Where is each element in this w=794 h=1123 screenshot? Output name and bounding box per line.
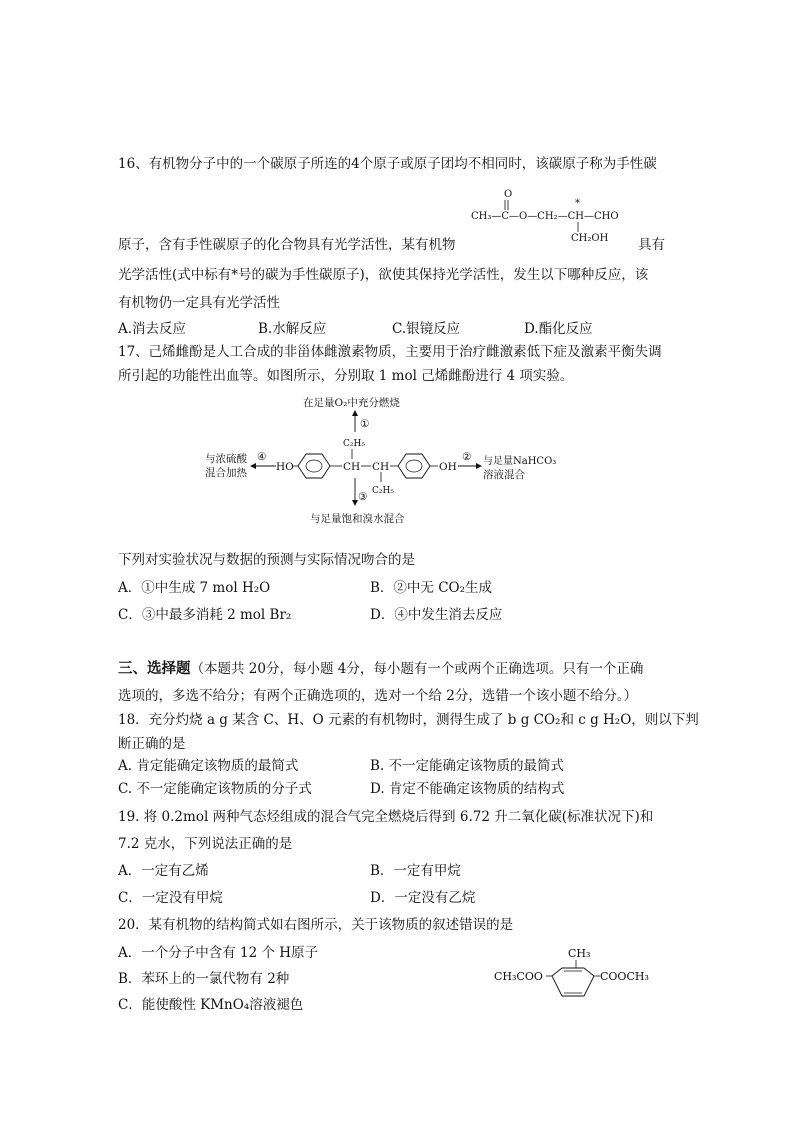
q17-oh-right: OH bbox=[439, 461, 457, 473]
q19-option-b: B．一定有甲烷 bbox=[370, 863, 461, 879]
q20-option-c: C．能使酸性 KMnO₄溶液褪色 bbox=[118, 997, 304, 1013]
section3-line-1 bbox=[118, 660, 643, 678]
section3-desc-1: （本题共 20分，每小题 4分，每小题有一个或两个正确选项。只有一个正确 bbox=[190, 661, 644, 677]
q16-option-d: D.酯化反应 bbox=[524, 321, 593, 337]
q19-option-a: A．一定有乙烯 bbox=[118, 863, 209, 879]
q18-option-d: D. 肯定不能确定该物质的结构式 bbox=[370, 781, 565, 797]
q17-arrow-1-head bbox=[352, 410, 358, 416]
q17-benzene-ring-right bbox=[398, 454, 430, 478]
q17-option-c: C．③中最多消耗 2 mol Br₂ bbox=[118, 607, 292, 623]
q16-structure bbox=[467, 186, 637, 242]
q17-option-b: B．②中无 CO₂生成 bbox=[370, 580, 493, 596]
q16-option-a: A.消去反应 bbox=[118, 321, 187, 337]
q17-line-2: 所引起的功能性出血等。如图所示，分别取 1 mol 己烯雌酚进行 4 项实验。 bbox=[118, 368, 574, 384]
q16-line-3: 光学活性(式中标有*号的碳为手性碳原子)，欲使其保持光学活性，发生以下哪种反应，该 bbox=[118, 267, 649, 283]
q16-structure-star: * bbox=[575, 198, 580, 209]
q20-left-group: CH₃COO bbox=[494, 970, 543, 983]
q16-line-4: 有机物仍一定具有光学活性 bbox=[118, 295, 280, 311]
q17-diagram bbox=[200, 392, 580, 532]
q17-c2h5-bottom: C₂H₅ bbox=[372, 486, 394, 496]
q20-option-a: A．一个分子中含有 12 个 H原子 bbox=[118, 945, 319, 961]
q17-right-label-2: 溶液混合 bbox=[483, 469, 525, 481]
q16-structure-o: O bbox=[504, 189, 513, 200]
q17-question: 下列对实验状况与数据的预测与实际情况吻合的是 bbox=[118, 552, 415, 568]
q18-line-2: 断正确的是 bbox=[118, 736, 186, 752]
q16-option-c: C.银镜反应 bbox=[392, 321, 461, 337]
q17-option-a: A．①中生成 7 mol H₂O bbox=[118, 580, 271, 596]
q17-num-4: ④ bbox=[257, 451, 267, 463]
q17-ch-left: CH bbox=[343, 461, 361, 473]
q17-left-label-2: 混合加热 bbox=[205, 467, 247, 479]
q20-right-group: COOCH₃ bbox=[600, 970, 649, 983]
q20-option-b: B．苯环上的一氯代物有 2种 bbox=[118, 971, 290, 987]
q20-ch3-label: CH₃ bbox=[568, 947, 591, 960]
q20-line-1: 20．某有机物的结构简式如右图所示，关于该物质的叙述错误的是 bbox=[118, 917, 514, 933]
section3-desc-2: 选项的，多选不给分；有两个正确选项的，选对一个给 2分，选错一个该小题不给分。） bbox=[118, 688, 638, 704]
q17-c2h5-top: C₂H₅ bbox=[343, 439, 365, 449]
q18-option-c: C. 不一定能确定该物质的分子式 bbox=[118, 781, 312, 797]
q17-top-label: 在足量O₂中充分燃烧 bbox=[303, 397, 400, 409]
section3-title: 三、选择题 bbox=[118, 660, 191, 677]
q17-num-2: ② bbox=[462, 451, 472, 463]
q18-option-b: B. 不一定能确定该物质的最简式 bbox=[370, 758, 565, 774]
q17-arrow-2-head bbox=[476, 463, 482, 469]
q17-bottom-label: 与足量饱和溴水混合 bbox=[310, 513, 405, 525]
q17-benzene-ring-left-inner bbox=[306, 460, 322, 472]
q17-line-1: 17、己烯雌酚是人工合成的非甾体雌激素物质，主要用于治疗雌激素低下症及激素平衡失调 bbox=[118, 344, 662, 360]
q16-structure-branch: CH₂OH bbox=[571, 233, 609, 242]
q17-num-3: ③ bbox=[358, 491, 368, 503]
q17-ho-left: HO bbox=[276, 461, 294, 473]
q20-structure bbox=[492, 940, 672, 1000]
q16-line-2b: 具有 bbox=[638, 237, 665, 253]
q19-line-1: 19. 将 0.2mol 两种气态烃组成的混合气完全燃烧后得到 6.72 升二氧化碳(标准状况下)和 bbox=[118, 809, 654, 825]
q17-ch-right: CH bbox=[372, 461, 390, 473]
q19-option-d: D．一定没有乙烷 bbox=[370, 890, 476, 906]
q20-benzene-ring bbox=[552, 968, 594, 996]
q18-option-a: A. 肯定能确定该物质的最简式 bbox=[118, 758, 299, 774]
q19-option-c: C．一定没有甲烷 bbox=[118, 890, 223, 906]
q18-line-1: 18．充分灼烧 a g 某含 C、H、O 元素的有机物时，测得生成了 b g CO₂和 c g H₂O，则以下判 bbox=[118, 712, 699, 728]
q17-option-d: D．④中发生消去反应 bbox=[370, 607, 503, 623]
q17-arrow-4-head bbox=[250, 463, 256, 469]
q16-line-1: 16、有机物分子中的一个碳原子所连的4个原子或原子团均不相同时，该碳原子称为手性碳 bbox=[118, 156, 657, 172]
q16-option-b: B.水解反应 bbox=[258, 321, 327, 337]
q16-line-2a: 原子，含有手性碳原子的化合物具有光学活性，某有机物 bbox=[118, 237, 456, 253]
q17-benzene-ring-right-inner bbox=[406, 460, 422, 472]
q17-num-1: ① bbox=[360, 418, 370, 430]
q17-right-label-1: 与足量NaHCO₃ bbox=[483, 456, 557, 467]
q17-left-label-1: 与浓硫酸 bbox=[205, 453, 247, 465]
q16-structure-main: CH₃—C—O—CH₂—CH—CHO bbox=[471, 211, 619, 222]
q19-line-2: 7.2 克水，下列说法正确的是 bbox=[118, 836, 293, 852]
q17-benzene-ring-left bbox=[298, 454, 330, 478]
